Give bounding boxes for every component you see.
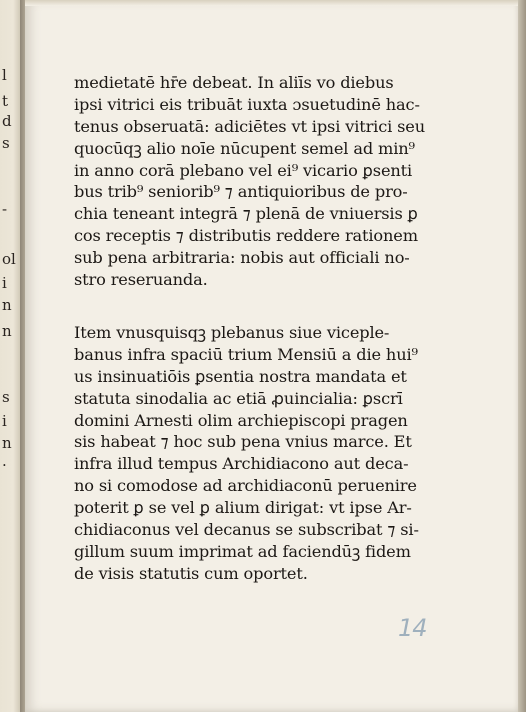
text-line: gillum suum imprimat ad faciendūꝫ fidem: [74, 541, 411, 561]
text-line: in anno corā plebano vel ei⁹ vicario ꝑsenti: [74, 160, 413, 180]
text-line: Item vnusquisqꝫ plebanus siue viceple-: [74, 323, 390, 342]
facing-page-char: .: [2, 452, 7, 470]
text-line: sis habeat ⁊ hoc sub pena vnius marce. Et: [74, 432, 412, 452]
facing-page-char: i: [2, 274, 7, 292]
text-line: bus trib⁹ seniorib⁹ ⁊ antiquioribus de pro-: [74, 182, 408, 202]
text-line: ipsi vitrici eis tribuāt iuxta ɔsuetudinē hac-: [74, 94, 420, 114]
facing-page-char: n: [2, 322, 12, 340]
facing-page-char: n: [2, 434, 12, 452]
paragraph-1: [74, 72, 426, 291]
text-line: infra illud tempus Archidiacono aut deca-: [74, 454, 409, 474]
text-line: statuta sinodalia ac etiā ꝓuincialia: ꝑscrī: [74, 388, 403, 408]
facing-page-char: t: [2, 92, 9, 110]
text-line: no si comodose ad archidiaconū peruenire: [74, 476, 417, 496]
text-line: stro reseruanda.: [74, 270, 208, 290]
text-line: quocūqꝫ alio noīe nūcupent semel ad min⁹: [74, 138, 415, 158]
text-line: chidiaconus vel decanus se subscribat ⁊ si-: [74, 520, 419, 540]
text-line: domini Arnesti olim archiepiscopi pragen: [74, 410, 408, 430]
facing-page-char: -: [2, 200, 8, 218]
facing-page-char: s: [2, 388, 10, 406]
facing-page-char: d: [2, 112, 12, 130]
facing-page-char: n: [2, 296, 12, 314]
text-line: cos receptis ⁊ distributis reddere rationem: [74, 226, 418, 246]
page-right-edge: [518, 0, 526, 712]
text-line: medietatē hr̄e debeat. In aliīs vo diebus: [74, 73, 394, 92]
text-line: poterit ꝑ se vel ꝑ alium dirigat: vt ipse Ar-: [74, 498, 412, 518]
text-line: chia teneant integrā ⁊ plenā de vniuersis ꝑ: [74, 204, 418, 224]
text-line: us insinuatiōis ꝑsentia nostra mandata et: [74, 366, 407, 386]
text-line: tenus obseruatā: adiciētes vt ipsi vitrici seu: [74, 116, 426, 136]
facing-page-char: ol: [2, 250, 16, 268]
facing-page-char: s: [2, 134, 10, 152]
facing-page-char: i: [2, 412, 7, 430]
page-top-edge: [25, 0, 519, 6]
text-line: de visis statutis cum oportet.: [74, 563, 308, 583]
text-line: banus infra spaciū trium Mensiū a die hui⁹: [74, 344, 418, 364]
text-line: sub pena arbitraria: nobis aut officiali no-: [74, 248, 410, 268]
handwritten-folio-number: 14: [398, 614, 427, 642]
facing-page-char: l: [2, 66, 7, 84]
paragraph-2: [74, 322, 419, 585]
